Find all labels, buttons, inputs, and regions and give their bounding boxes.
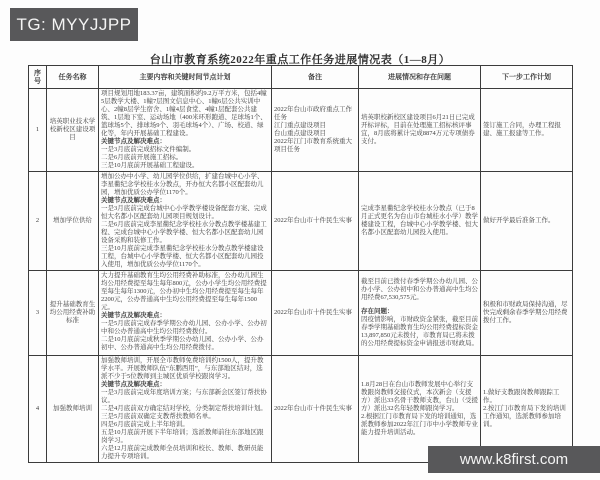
- telegram-watermark-banner: TG: MYYJJPP: [10, 8, 138, 41]
- main-content-cell: [99, 172, 272, 271]
- col-header-remark: 备注: [272, 66, 359, 89]
- cell-paragraph: 2.按江门市教育局下发的培训工作通知，选派教师参加培训。: [483, 405, 566, 428]
- task-name: 提升基础教育生均公用经费补助标准: [47, 271, 99, 356]
- main-content-cell: [99, 356, 272, 463]
- cell-paragraph: 三是10月底前完成李星衢纪念学校桂水分教点教学楼建设工程，台城中心小学教学楼、恒大名都小区配套幼儿园投入使用，增加优质公办学位1170个。: [101, 245, 264, 268]
- cell-paragraph: 关键节点及解决难点：: [101, 138, 166, 145]
- cell-paragraph: 一是3月底前完成台城中心小学教学楼设备配套方案、完成恒大名都小区配套幼儿园项目规划设计。: [101, 205, 267, 220]
- cell-paragraph: 三是10月底前开展基础工程建设。: [101, 162, 199, 169]
- cell-paragraph: 项目规划用地183.37亩，建筑面积约9.2万平方米，包括4幢5层教学大楼、1幢7层图文信息中心、1幢6层公共实训中心、2幢8层学生宿舍、1幢4层食堂、4幢1层配套公共建筑、1层地下室、运动场地（400米环形跑道、足球场1个、篮球场5个、排球场9个、羽毛球场4个）、广场、校道、绿化等，年内开展基础工程建设。: [101, 90, 267, 137]
- cell-paragraph: 二是6月底前完成李星衢纪念学校桂水分教点教学楼基建工程、完成台城中心小学教学楼、恒大名都小区配套幼儿园设备采购和装修工作。: [101, 221, 267, 244]
- main-content-cell: [99, 271, 272, 356]
- cell-paragraph: 四是6月底前完成上半年培训。: [101, 421, 189, 428]
- progress-cell: [359, 172, 481, 271]
- cell-paragraph: 二是4月底前双方确定结对学校，分类制定帮扶培训计划。: [101, 405, 267, 412]
- table-header-row: [29, 66, 573, 89]
- cell-paragraph: 三是5月底前双确定支教帮扶教师名单。: [101, 413, 215, 420]
- remark-cell: [272, 89, 359, 172]
- table-row: [29, 271, 573, 356]
- cell-paragraph: 二是6月底前开展施工招标。: [101, 154, 183, 161]
- cell-paragraph: 2022年台山市十件民生实事: [274, 309, 352, 316]
- cell-paragraph: 存在问题：: [361, 308, 394, 315]
- table-row: [29, 89, 573, 172]
- main-content-cell: [99, 89, 272, 172]
- row-number: 4: [29, 356, 47, 463]
- remark-cell: [272, 271, 359, 356]
- cell-paragraph: 1.8月28日在台山市教师发展中心举行支教跟岗教师交接仪式，本次新会（支援方）派出33名骨干教师支教，台山（受援方）派出32名年轻教师跟岗学习。: [361, 381, 478, 412]
- cell-paragraph: 2022年台山市十件民生实事: [274, 217, 352, 224]
- cell-paragraph: 2022年江门市教育系统重大项目任务: [274, 138, 352, 153]
- cell-paragraph: 关键节点及解决难点：: [101, 197, 166, 204]
- progress-cell: [359, 89, 481, 172]
- col-header-no: 序号: [29, 66, 47, 89]
- cell-paragraph: 完成李星衢纪念学校桂水分教点（已于8月正式更名为台山市台城桂水小学）教学楼建设工程，台城中心小学教学楼、恒大名都小区配套幼儿园投入使用。: [361, 205, 478, 236]
- cell-paragraph: 五是10月底前开展下半年培训；选派教师前往东部地区跟岗学习。: [101, 429, 264, 444]
- cell-paragraph: 六是12月底前完成教师全员培训和校长、教师、教研员能力提升专项培训。: [101, 445, 264, 460]
- cell-paragraph: 二是10月底前完成秋季学期公办幼儿园、公办小学、公办初中、公办普通高中生均公用经费拨付。: [101, 336, 264, 351]
- task-name: 培英职业技术学校新校区建设项目: [47, 89, 99, 172]
- cell-paragraph: 一是3月底前完成年度培训方案；与东部新会区签订帮扶协议。: [101, 389, 267, 404]
- cell-paragraph: 一是5月底前完成春季学期公办幼儿园、公办小学、公办初中和公办普通高中生均公用经费拨付。: [101, 320, 267, 335]
- progress-cell: [359, 271, 481, 356]
- cell-paragraph: 培英职校新校区建设项目6月21日已完成开标评标，目前在处理施工招标核评事宜，8月底将累计完成8874万元专项债券支付。: [361, 114, 475, 145]
- row-number: 2: [29, 172, 47, 271]
- next-step-cell: [481, 271, 573, 356]
- cell-paragraph: 大力提升基础教育生均公用经费补助标准，公办幼儿园生均公用经费提至每生每年800元，公办小学生均公用经费提至每生每年1300元，公办初中生均公用经费提至每生每年2200元，公办普通高中生均公用经费提至每生每年1500元。: [101, 272, 267, 311]
- cell-paragraph: 因疫情影响，市财政资金紧张，截至目前春季学期基础教育生均公用经费提标资金13,897,850元未拨付，市教育局已将未拨的公用经费提标资金申请报送市财政局。: [361, 316, 478, 347]
- row-number: 3: [29, 271, 47, 356]
- next-step-cell: [481, 172, 573, 271]
- cell-paragraph: 1.做好支教跟岗教师跟踪工作。: [483, 389, 560, 404]
- cell-paragraph: 积极和市财政局保持沟通，尽快完成剩余春季学期公用经费拨付工作。: [483, 301, 568, 324]
- cell-paragraph: 2022年台山市政府重点工作任务: [274, 106, 352, 121]
- cell-paragraph: 台山重点建设项目: [274, 130, 326, 137]
- col-header-next-step: 下一步工作计划: [481, 66, 573, 89]
- cell-paragraph: 增加公办中小学、幼儿园学位供给，扩建台城中心小学、李星衢纪念学校桂水分教点，开办恒大名都小区配套幼儿园，增加优质公办学位1170个。: [101, 173, 264, 196]
- website-watermark-banner: www.k8first.com: [428, 446, 600, 473]
- cell-paragraph: 做好开学最后准备工作。: [483, 217, 555, 224]
- progress-table: [28, 65, 573, 463]
- remark-cell: [272, 356, 359, 463]
- remark-cell: [272, 172, 359, 271]
- col-header-task: 任务名称: [47, 66, 99, 89]
- document-title: 台山市教育系统2022年重点工作任务进展情况表（1—8月）: [149, 54, 451, 66]
- row-number: 1: [29, 89, 47, 172]
- table-row: [29, 172, 573, 271]
- col-header-main-content: 主要内容和关键时间节点计划: [99, 66, 272, 89]
- cell-paragraph: 2022年台山市十件民生实事: [274, 405, 352, 412]
- cell-paragraph: 江门重点建设项目: [274, 122, 326, 129]
- task-name: 增加学位供给: [47, 172, 99, 271]
- cell-paragraph: 2.根据江门市教育局下发的培训通知，选派教师参加2022年江门市中小学教师专业能力提升培训活动。: [361, 413, 478, 436]
- cell-paragraph: 一是3月底前完成招标文件编制。: [101, 146, 196, 153]
- cell-paragraph: 关键节点及解决难点：: [101, 381, 166, 388]
- col-header-progress: 进展情况和存在问题: [359, 66, 481, 89]
- cell-paragraph: 加强教师培训，开展全市教师免费培训约1500人，提升教学水平。开展教师队伍“东鹏西用”，与东部地区结对，选派不少于5位教师到主城区优质学校跟岗学习。: [101, 357, 264, 380]
- task-name: 加强教师培训: [47, 356, 99, 463]
- cell-paragraph: 签订施工合同，办理工程报建、施工报建等工作。: [483, 122, 561, 137]
- cell-paragraph: 截至目前已拨付春季学期公办幼儿园、公办小学、公办初中和公办普通高中生均公用经费67,530,575元。: [361, 278, 478, 301]
- next-step-cell: [481, 89, 573, 172]
- cell-paragraph: 关键节点及解决难点：: [101, 312, 166, 319]
